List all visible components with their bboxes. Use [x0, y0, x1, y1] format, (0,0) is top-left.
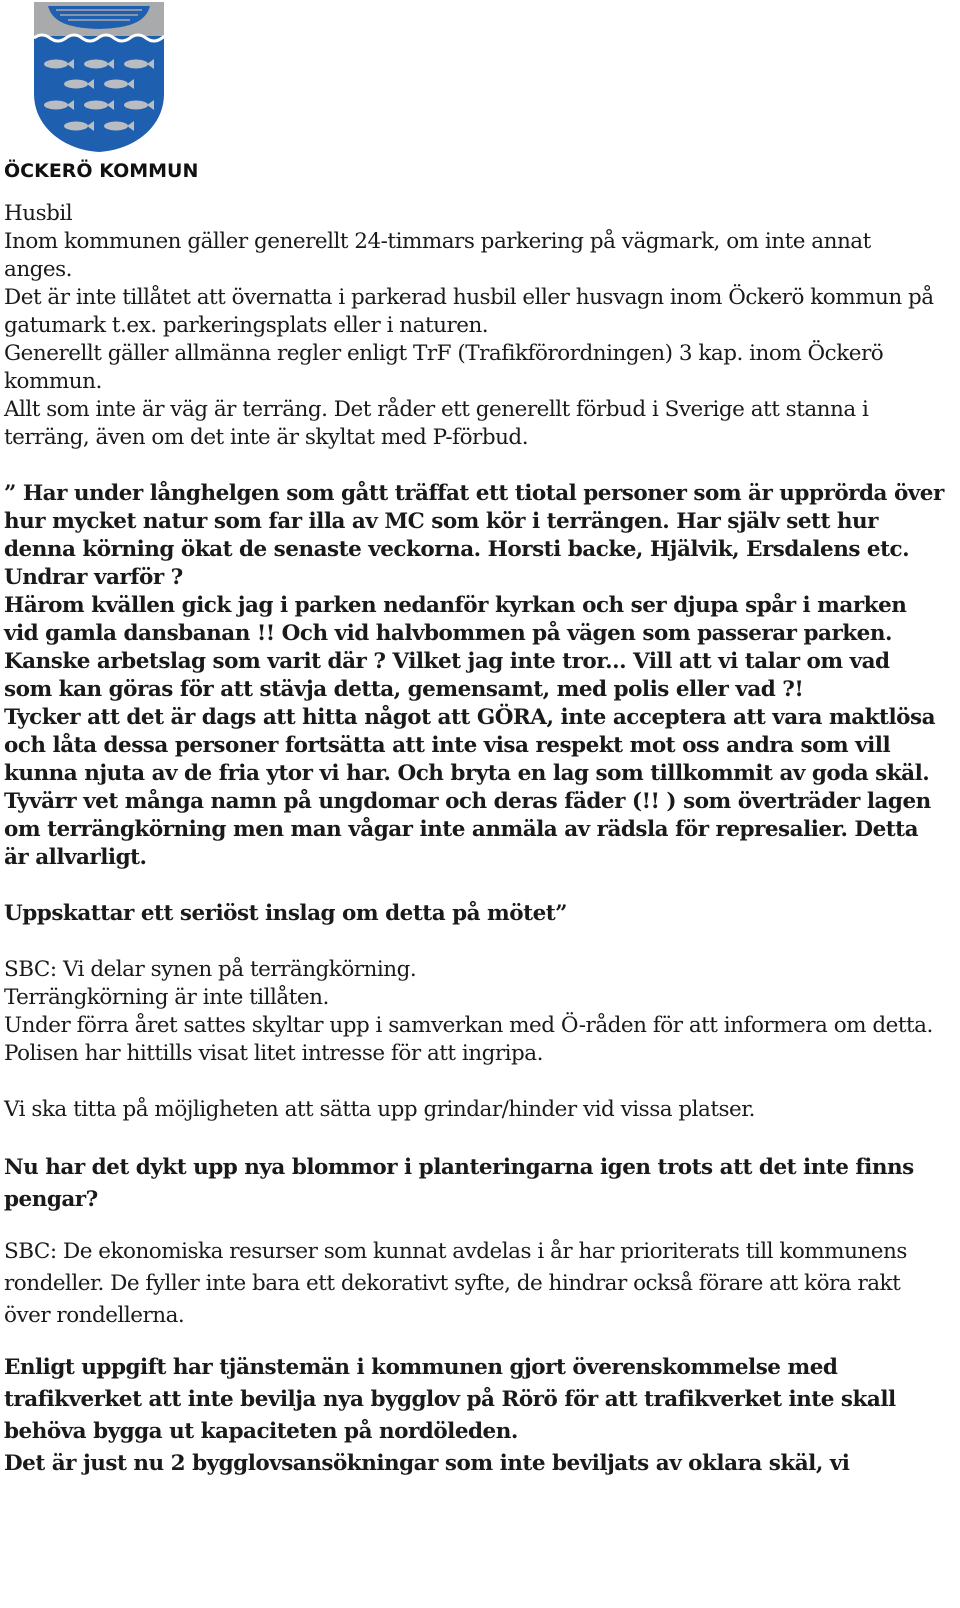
paragraph: Polisen har hittills visat litet intresse för att ingripa.	[4, 1041, 543, 1066]
quote-paragraph: Tycker att det är dags att hitta något att GÖRA, inte acceptera att vara maktlösa och låta dessa personer fortsätta att inte visa respekt mot oss andra som vill kunna njuta av de fria ytor vi har. Och bryta en lag som tillkommit av goda skäl.	[4, 705, 936, 786]
answer-sbc-1	[4, 956, 944, 1124]
paragraph: Det är inte tillåtet att övernatta i parkerad husbil eller husvagn inom Öckerö kommun på gatumark t.ex. parkeringsplats eller i naturen.	[4, 285, 934, 338]
municipality-logo	[4, 2, 199, 182]
question-3	[4, 1352, 944, 1480]
spacer	[4, 928, 944, 956]
quote-closing: Uppskattar ett seriöst inslag om detta på mötet”	[4, 901, 568, 926]
section-title: Husbil	[4, 201, 73, 226]
paragraph: Terrängkörning är inte tillåten.	[4, 985, 329, 1010]
paragraph: Generellt gäller allmänna regler enligt TrF (Trafikförordningen) 3 kap. inom Öckerö kommun.	[4, 341, 884, 394]
ockero-coat-of-arms-icon	[34, 2, 164, 152]
paragraph: Under förra året sattes skyltar upp i samverkan med Ö-råden för att informera om detta.	[4, 1013, 933, 1038]
spacer	[4, 1068, 944, 1096]
spacer	[4, 1332, 944, 1352]
spacer	[4, 872, 944, 900]
paragraph: SBC: De ekonomiska resurser som kunnat avdelas i år har prioriterats till kommunens rondeller. De fyller inte bara ett dekorativt syfte, de hindrar också förare att köra rakt över rondellerna.	[4, 1239, 907, 1328]
question-text: Nu har det dykt upp nya blommor i planteringarna igen trots att det inte finns pengar?	[4, 1155, 914, 1212]
paragraph: Vi ska titta på möjligheten att sätta upp grindar/hinder vid vissa platser.	[4, 1097, 755, 1122]
spacer	[4, 452, 944, 480]
question-text: Enligt uppgift har tjänstemän i kommunen gjort överenskommelse med trafikverket att inte bevilja nya bygglov på Rörö för att trafikverket inte skall behöva bygga ut kapaciteten på nordöleden.	[4, 1355, 896, 1444]
quote-paragraph: Härom kvällen gick jag i parken nedanför kyrkan och ser djupa spår i marken vid gamla dansbanan !! Och vid halvbommen på vägen som passerar parken. Kanske arbetslag som varit där ? Vilket jag inte tror... Vill att vi talar om vad som kan göras för att stävja detta, gemensamt, med polis eller vad ?!	[4, 593, 907, 702]
question-2	[4, 1152, 944, 1216]
spacer	[4, 1124, 944, 1152]
quote-paragraph: Tyvärr vet många namn på ungdomar och deras fäder (!! ) som överträder lagen om terrängkörning men man vågar inte anmäla av rädsla för represalier. Detta är allvarligt.	[4, 789, 931, 870]
paragraph: SBC: Vi delar synen på terrängkörning.	[4, 957, 417, 982]
quote-paragraph: ” Har under långhelgen som gått träffat ett tiotal personer som är upprörda över hur mycket natur som far illa av MC som kör i terrängen. Har själv sett hur denna körning ökat de senaste veckorna. Horsti backe, Hjälvik, Ersdalens etc. Undrar varför ?	[4, 481, 944, 590]
paragraph: Inom kommunen gäller generellt 24-timmars parkering på vägmark, om inte annat anges.	[4, 229, 871, 282]
question-text: Det är just nu 2 bygglovsansökningar som inte beviljats av oklara skäl, vi	[4, 1451, 850, 1476]
document-body	[4, 200, 944, 1480]
paragraph: Allt som inte är väg är terräng. Det råder ett generellt förbud i Sverige att stanna i terräng, även om det inte är skyltat med P-förbud.	[4, 397, 869, 450]
org-name: ÖCKERÖ KOMMUN	[4, 160, 199, 182]
spacer	[4, 1216, 944, 1236]
answer-sbc-2	[4, 1236, 944, 1332]
quote-block	[4, 480, 944, 928]
section-husbil	[4, 200, 944, 452]
